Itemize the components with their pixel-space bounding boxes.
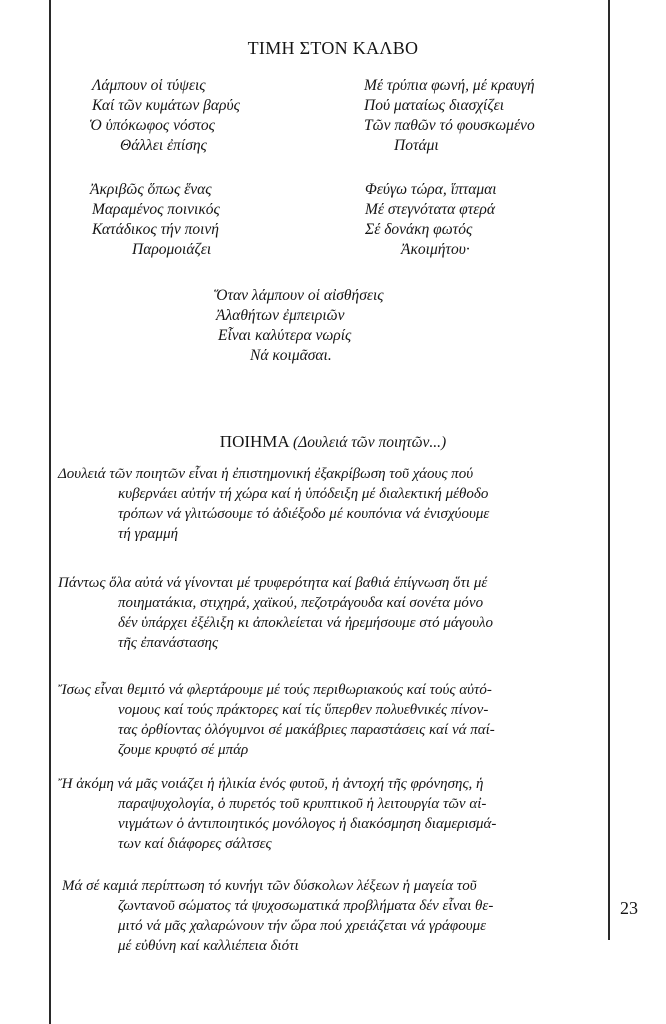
verse-line: Πού ματαίως διασχίζει [364,97,505,114]
paragraph-line: παραψυχολογία, ὁ πυρετός τοῦ κρυπτικοῦ ἡ λειτουργία τῶν αἰ- [118,796,487,812]
verse-line: Ποτάμι [394,137,439,154]
paragraph-line: τή γραμμή [118,526,179,542]
paragraph-line: Ἤ ἀκόμη νά μᾶς νοιάζει ἡ ἡλικία ἑνός φυτοῦ, ἡ ἀντοχή τῆς φρόνησης, ἡ [58,776,484,792]
prose-paragraph-5 [58,876,606,956]
verse-line: Ἀκοιμήτου· [401,241,470,258]
verse-line: Παρομοιάζει [132,241,212,258]
page-title: ΤΙΜΗ ΣΤΟΝ ΚΑΛΒΟ [247,38,419,58]
paragraph-line: Δουλειά τῶν ποιητῶν εἶναι ἡ ἐπιστημονική ἐξακρίβωση τοῦ χάους πού [58,466,474,482]
paragraph-line: ζωντανοῦ σώματος τά ψυχοσωματικά προβλήματα δέν εἶναι θε- [118,898,494,914]
paragraph-line: Πάντως ὅλα αὐτά νά γίνονται μέ τρυφερότητα καί βαθιά ἐπίγνωση ὅτι μέ [58,575,488,591]
verse-line: Σέ δονάκη φωτός [365,221,473,238]
stanza-right-1 [364,76,535,156]
prose-paragraph-3 [58,680,606,760]
verse-line: Ὁ ὑπόκωφος νόστος [89,117,215,134]
verse-line: Κατάδικος τήν ποινή [92,221,219,238]
paragraph-line: δέν ὑπάρχει ἐξέλιξη κι ἀποκλείεται νά ἠρεμήσουμε στό μάγουλο [118,615,494,631]
paragraph-line: νιγμάτων ὁ ἀντιποιητικός μονόλογος ἡ διακόσμηση διαμερισμά- [118,816,497,832]
paragraph-line: τας ὀρθίοντας ὀλόγυμνοι σέ μακάβριες παραστάσεις καί νά παί- [118,722,495,738]
paragraph-line: νομους καί τούς πράκτορες καί τίς ὕπερθεν πολυεθνικές πίνον- [118,702,489,718]
paragraph-line: μέ εὐθύνη καί καλλιέπεια διότι [118,938,299,954]
verse-line: Θάλλει ἐπίσης [120,137,207,154]
stanza-left-2 [90,180,220,260]
verse-line: Καί τῶν κυμάτων βαρύς [92,97,240,114]
prose-paragraph-2 [58,573,606,653]
prose-paragraph-1 [58,464,606,544]
verse-line: Ἀλαθήτων ἐμπειριῶν [216,307,345,324]
verse-line: Νά κοιμᾶσαι. [250,347,332,364]
paragraph-line: τῆς ἐπανάστασης [118,635,219,651]
stanza-left-1 [89,76,240,156]
verse-line: Μέ στεγνότατα φτερά [365,201,495,218]
right-margin-rule [608,0,610,940]
page-number: 23 [620,898,638,918]
paragraph-line: Μά σέ καμιά περίπτωση τό κυνήγι τῶν δύσκολων λέξεων ἡ μαγεία τοῦ [62,878,477,894]
stanza-right-2 [365,180,497,260]
paragraph-line: τρόπων νά γλιτώσουμε τό ἀδιέξοδο μέ κουπόνια νά ἐνισχύουμε [118,506,490,522]
paragraph-line: Ἴσως εἶναι θεμιτό νά φλερτάρουμε μέ τούς περιθωριακούς καί τούς αὐτό- [58,682,492,698]
paragraph-line: ζουμε κρυφτό σέ μπάρ [118,742,249,758]
verse-line: Ὅταν λάμπουν οἱ αἰσθήσεις [214,287,384,304]
prose-paragraph-4 [58,774,606,854]
stanza-center [214,286,384,366]
verse-line: Φεύγω τώρα, ἵπταμαι [365,181,497,198]
paragraph-line: ποιηματάκια, στιχηρά, χαϊκού, πεζοτράγουδα καί σονέτα μόνο [118,595,484,611]
paragraph-line: των καί διάφορες σάλτσες [118,836,272,852]
paragraph-line: μιτό νά μᾶς χαλαρώνουν τήν ὥρα πού χρειάζεται νά γράφουμε [118,918,487,934]
paragraph-line: κυβερνάει αὐτήν τή χώρα καί ἡ ὑπόδειξη μέ διαλεκτική μέθοδο [118,486,489,502]
verse-line: Μέ τρύπια φωνή, μέ κραυγή [364,77,535,94]
poem-subtitle: (Δουλειά τῶν ποιητῶν...) [293,434,447,451]
poem-heading [0,432,666,452]
verse-line: Τῶν παθῶν τό φουσκωμένο [364,117,535,134]
poem-title: ΠΟΙΗΜΑ [219,432,289,451]
verse-line: Εἶναι καλύτερα νωρίς [218,327,352,344]
verse-line: Μαραμένος ποινικός [92,201,220,218]
left-margin-rule [49,0,51,1024]
verse-line: Ἀκριβῶς ὅπως ἕνας [90,181,212,198]
verse-line: Λάμπουν οἱ τύψεις [92,77,206,94]
